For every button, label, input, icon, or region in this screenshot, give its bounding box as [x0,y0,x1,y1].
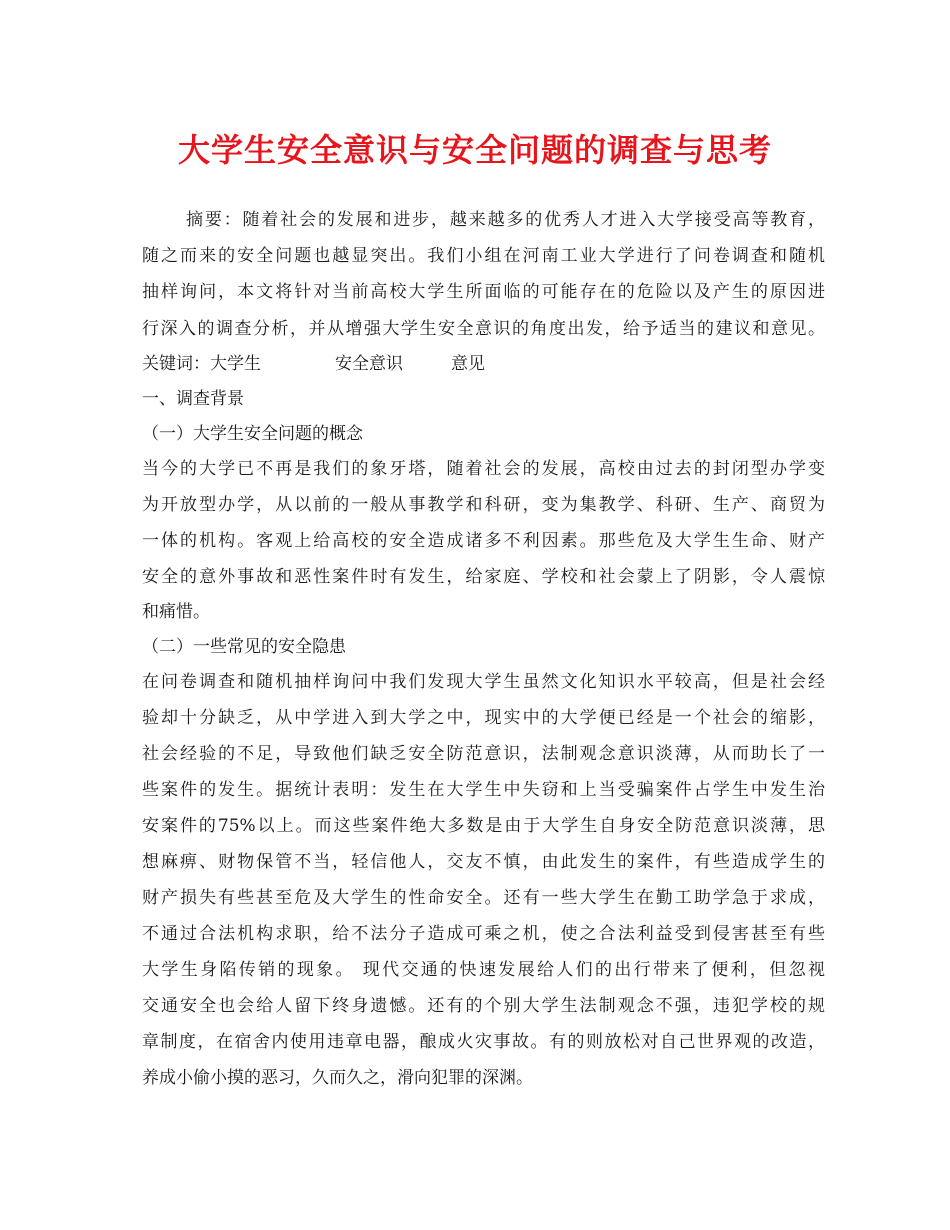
abstract-line: 行深入的调查分析，并从增强大学生安全意识的角度出发，给予适当的建议和意见。 [142,319,825,339]
paragraph-line: 不通过合法机构求职，给不法分子造成可乘之机，使之合法利益受到侵害甚至有些 [142,924,825,944]
paragraph-line: 安案件的75%以上。而这些案件绝大多数是由于大学生自身安全防范意识淡薄，思 [142,816,825,836]
keyword-item: 安全意识 [335,354,403,374]
abstract-line: 随之而来的安全问题也越显突出。我们小组在河南工业大学进行了问卷调查和随机 [142,246,825,266]
paragraph-line: 安全的意外事故和恶性案件时有发生，给家庭、学校和社会蒙上了阴影，令人震惊 [142,567,825,587]
paragraph-line: 想麻痹、财物保管不当，轻信他人，交友不慎，由此发生的案件，有些造成学生的 [142,852,825,872]
paragraph-line: 一体的机构。客观上给高校的安全造成诸多不利因素。那些危及大学生生命、财产 [142,531,825,551]
document-title: 大学生安全意识与安全问题的调查与思考 [177,131,772,169]
paragraph-line: 大学生身陷传销的现象。 现代交通的快速发展给人们的出行带来了便利，但忽视 [142,960,825,980]
paragraph-line: 验却十分缺乏，从中学进入到大学之中，现实中的大学便已经是一个社会的缩影， [142,708,825,728]
paragraph-line: 养成小偷小摸的恶习，久而久之，滑向犯罪的深渊。 [142,1068,533,1088]
subsection-heading: （二）一些常见的安全隐患 [142,637,346,657]
keywords-line [142,352,485,376]
section-heading: 一、调查背景 [142,389,244,409]
paragraph-line: 些案件的发生。据统计表明：发生在大学生中失窃和上当受骗案件占学生中发生治 [142,780,825,800]
paragraph-line: 当今的大学已不再是我们的象牙塔，随着社会的发展，高校由过去的封闭型办学变 [142,459,825,479]
paragraph-line: 交通安全也会给人留下终身遗憾。还有的个别大学生法制观念不强，违犯学校的规 [142,996,825,1016]
keywords-label: 关键词：大学生 [142,354,261,374]
abstract-line: 抽样询问，本文将针对当前高校大学生所面临的可能存在的危险以及产生的原因进 [142,282,825,302]
paragraph-line: 章制度，在宿舍内使用违章电器，酿成火灾事故。有的则放松对自己世界观的改造， [142,1032,825,1052]
paragraph-line: 和痛惜。 [142,602,210,622]
abstract-line: 摘要：随着社会的发展和进步，越来越多的优秀人才进入大学接受高等教育， [186,210,825,230]
paragraph-line: 在问卷调查和随机抽样询问中我们发现大学生虽然文化知识水平较高，但是社会经 [142,672,825,692]
subsection-heading: （一）大学生安全问题的概念 [142,424,363,444]
paragraph-line: 财产损失有些甚至危及大学生的性命安全。还有一些大学生在勤工助学急于求成， [142,888,825,908]
paragraph-line: 为开放型办学，从以前的一般从事教学和科研，变为集教学、科研、生产、商贸为 [142,495,825,515]
keyword-item: 意见 [451,354,485,374]
paragraph-line: 社会经验的不足，导致他们缺乏安全防范意识，法制观念意识淡薄，从而助长了一 [142,744,825,764]
